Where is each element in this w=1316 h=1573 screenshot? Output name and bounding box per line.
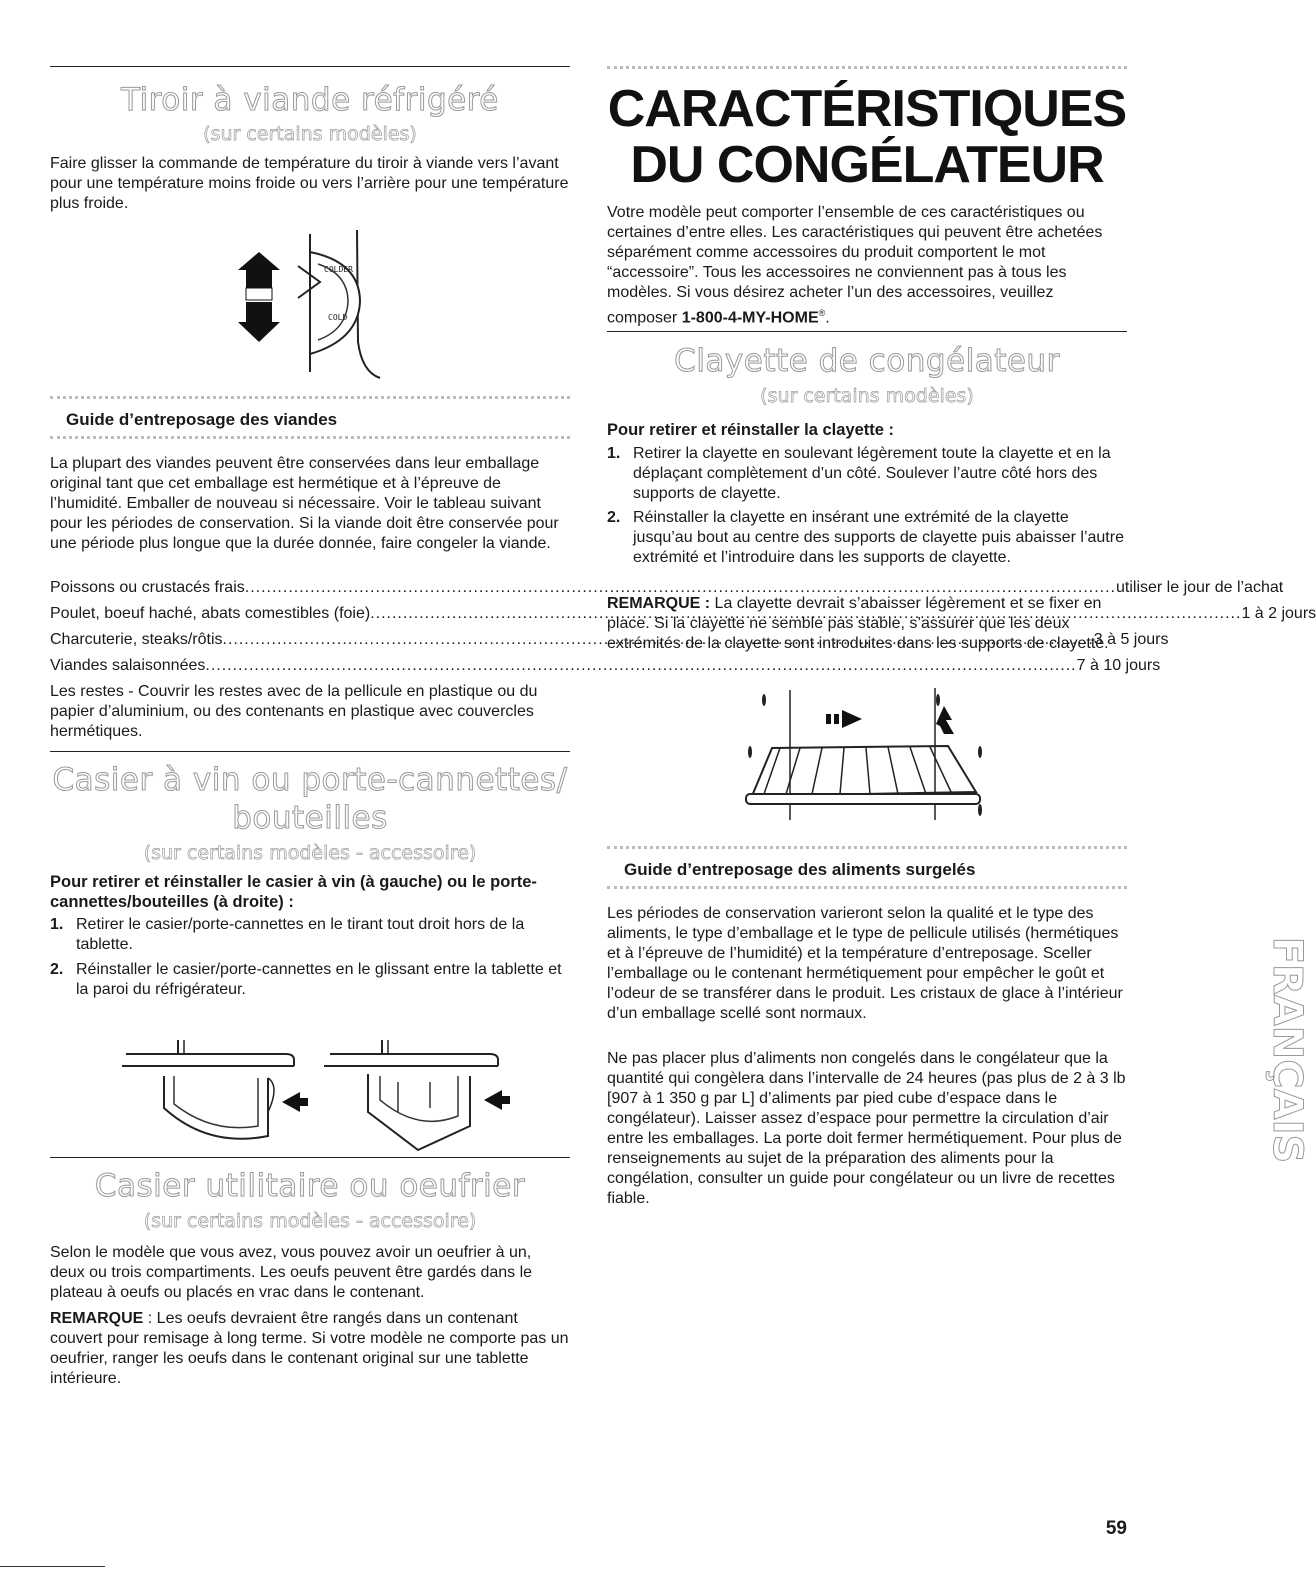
freezer-shelf-subtitle: (sur certains modèles) [760, 385, 974, 407]
wine-rack-rule [50, 751, 570, 752]
meat-item: Viandes salaisonnées [50, 657, 206, 674]
main-title-line1: CARACTÉRISTIQUES [607, 80, 1127, 138]
step-text: Réinstaller le casier/porte-cannettes en le glissant entre la tablette et la paroi du réfrigérateur. [76, 961, 562, 998]
freezer-shelf-step [607, 444, 1127, 504]
phone-number: 1-800-4-MY-HOME [681, 309, 819, 327]
side-label-text: FRANÇAIS [1264, 936, 1310, 1164]
wine-rack-illustration [118, 1016, 528, 1166]
wine-rack-step [50, 915, 570, 955]
utility-bin-title: Casier utilitaire ou oeufrier [94, 1168, 526, 1204]
arrow-up-icon [238, 252, 280, 288]
freezer-shelf-heading: Pour retirer et réinstaller la clayette : [607, 421, 895, 439]
meat-period: 3 à 5 jours [1093, 631, 1169, 648]
language-side-label [1140, 936, 1310, 1350]
meat-period: 1 à 2 jours [1241, 605, 1316, 622]
arrow-left-icon [484, 1090, 510, 1110]
registered-mark: ® [818, 308, 826, 318]
utility-bin-rule [50, 1157, 570, 1158]
note-label: REMARQUE [50, 1310, 144, 1327]
intro-text [607, 203, 1127, 328]
bottom-mark [0, 1566, 105, 1567]
meat-storage-row [50, 578, 1284, 598]
meat-storage-row [50, 656, 1161, 676]
arrow-left-icon [282, 1092, 308, 1112]
meat-drawer-text: Faire glisser la commande de température du tiroir à viande vers l’avant pour une température moins froide ou vers l’arrière pour une température plus froide. [50, 155, 569, 212]
freezer-shelf-title: Clayette de congélateur [674, 343, 1060, 379]
freezer-shelf-rule [607, 331, 1127, 332]
frozen-guide-para2: Ne pas placer plus d’aliments non congelés dans le congélateur que la quantité qui congèlera dans l’intervalle de 24 heures (pas plus de 2 à 3 lb [907 à 1 350 g par L] d’aliments par pied cube d’espace dans le congélateur). Laisser assez d’espace pour permettre la circulation d’air entre les emballages. La porte doit fermer hermétiquement. Pour plus de renseignements au sujet de la préparation des aliments pour la congélation, consulter un guide pour congélateur ou un livre de recettes fiable. [607, 1050, 1126, 1207]
wine-rack-heading: Pour retirer et réinstaller le casier à vin (à gauche) ou le porte-cannettes/bouteilles (à droite) : [50, 873, 537, 911]
meat-drawer-title: Tiroir à viande réfrigéré [121, 82, 499, 118]
main-title-line2: DU CONGÉLATEUR [630, 136, 1104, 194]
step-text: Réinstaller la clayette en insérant une extrémité de la clayette jusqu’au bout au centre des supports de clayette puis abaisser l’autre extrémité et l’introduire dans les supports de clayette. [633, 509, 1124, 566]
note-text: La clayette devrait s’abaisser légèrement et se fixer en place. Si la clayette ne semble pas stable, s’assurer que les deux extrémités de la clayette sont introduites dans les supports de clayette. [607, 595, 1109, 652]
step-number: 2. [50, 961, 64, 978]
meat-item: Poulet, boeuf haché, abats comestibles (foie) [50, 605, 371, 622]
meat-period: 7 à 10 jours [1076, 657, 1161, 674]
frozen-guide-bottom-rule [607, 886, 1127, 889]
top-rule-left [50, 66, 570, 67]
utility-bin-subtitle: (sur certains modèles - accessoire) [143, 1210, 477, 1232]
arrow-right-icon [842, 710, 862, 728]
colder-label: COLDER [324, 265, 353, 274]
arrow-up-right-icon [936, 706, 954, 734]
frozen-guide-para1: Les périodes de conservation varieront selon la qualité et le type des aliments, le type d’emballage et le type de pellicule utilisés (hermétiques et à l’épreuve de l’humidité) et la température d’entreposage. Sceller l’emballage ou le contenant hermétiquement pour empêcher le goût et l’odeur de se transférer dans le produit. Les cristaux de glace à l’intérieur d’un emballage scellé sont normaux. [607, 905, 1123, 1022]
step-number: 1. [607, 445, 621, 462]
step-number: 2. [607, 509, 621, 526]
wine-rack-title-line1: Casier à vin ou porte-cannettes/ [52, 762, 568, 798]
page-number: 59 [1105, 1518, 1127, 1539]
utility-bin-note [50, 1309, 570, 1389]
utility-bin-text: Selon le modèle que vous avez, vous pouvez avoir un oeufrier à un, deux ou trois compartiments. Les oeufs peuvent être gardés dans le plateau à oeufs ou placés en vrac dans le contenant. [50, 1244, 533, 1301]
wine-rack-subtitle: (sur certains modèles - accessoire) [143, 842, 477, 864]
meat-item: Poissons ou crustacés frais [50, 579, 245, 596]
meat-drawer-subtitle: (sur certains modèles) [203, 123, 417, 145]
meat-guide-heading: Guide d’entreposage des viandes [66, 410, 338, 429]
note-label: REMARQUE : [607, 595, 711, 612]
freezer-shelf-illustration [730, 680, 1000, 830]
meat-guide-top-rule [50, 396, 570, 399]
cold-label: COLD [328, 313, 348, 322]
top-rule-right [607, 66, 1127, 69]
freezer-shelf-step [607, 508, 1127, 568]
meat-storage-row [50, 630, 1169, 650]
arrow-down-icon [238, 302, 280, 342]
step-text: Retirer la clayette en soulevant légèrement toute la clayette et en la déplaçant complètement d’un côté. Soulever l’autre côté hors des supports de clayette. [633, 445, 1111, 502]
meat-item: Charcuterie, steaks/rôtis [50, 631, 223, 648]
step-text: Retirer le casier/porte-cannettes en le tirant tout droit hors de la tablette. [76, 916, 525, 953]
meat-guide-intro: La plupart des viandes peuvent être conservées dans leur emballage original tant que cet emballage est hermétique et à l’épreuve de l’humidité. Emballer de nouveau si nécessaire. Voir le tableau suivant pour les périodes de conservation. Si la viande doit être conservée pour une période plus longue que la durée donnée, faire congeler la viande. [50, 455, 559, 552]
note-text: : Les oeufs devraient être rangés dans un contenant couvert pour remisage à long terme. Si votre modèle ne comporte pas un oeufrier, ranger les oeufs dans le contenant original sur une tablette intérieure. [50, 1310, 569, 1387]
freezer-shelf-note [607, 594, 1127, 654]
wine-rack-title-line2: bouteilles [232, 800, 388, 836]
leftovers-text: Les restes - Couvrir les restes avec de la pellicule en plastique ou du papier d’aluminium, ou des contenants en plastique avec couvercles hermétiques. [50, 683, 538, 740]
meat-period: utiliser le jour de l’achat [1116, 579, 1284, 596]
meat-drawer-control-illustration [230, 222, 400, 382]
intro-end: . [825, 309, 830, 327]
intro-body: Votre modèle peut comporter l’ensemble de ces caractéristiques ou certaines d’entre elles. Les caractéristiques qui peuvent être achetées séparément comme accessoires du produit comportent le mot “accessoire”. Tous les accessoires ne conviennent pas à tous les modèles. Si vous désirez acheter l’un des accessoires, veuillez composer [607, 204, 1103, 327]
wine-rack-step [50, 960, 570, 1000]
meat-guide-bottom-rule [50, 436, 570, 439]
frozen-guide-top-rule [607, 846, 1127, 849]
step-number: 1. [50, 916, 64, 933]
frozen-guide-heading: Guide d’entreposage des aliments surgelés [624, 860, 976, 879]
meat-storage-row [50, 604, 1316, 624]
